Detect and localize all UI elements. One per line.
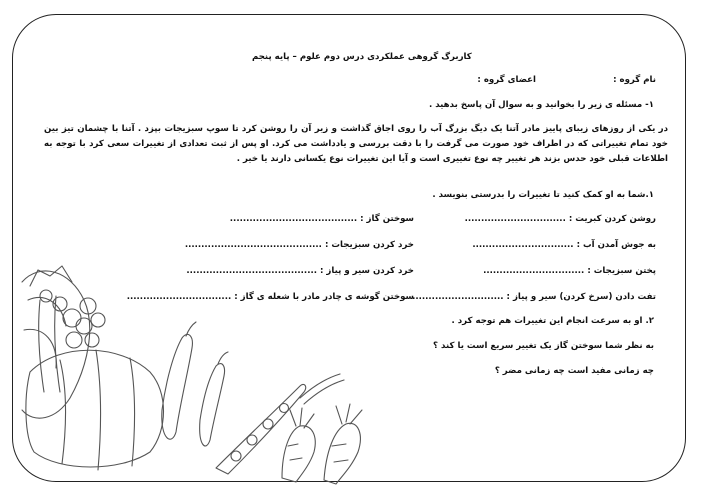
peppers	[162, 322, 228, 446]
group-members-label: اعضای گروه :	[477, 75, 536, 85]
change-row	[483, 266, 656, 276]
question-2b: چه زمانی مفید است چه زمانی مضر ؟	[494, 366, 654, 376]
change-label: روشن کردن کبریت :	[568, 214, 656, 224]
change-row	[412, 292, 656, 302]
question-2: ۲. او به سرعت انجام این تغییرات هم توجه کرد .	[451, 316, 654, 326]
change-row	[185, 240, 414, 250]
story-paragraph: در یکی از روزهای زیبای پاییز مادر آتنا یک دیگ بزرگ آب را روی اجاق گذاشت و زیر آن را روشن کرد تا سوپ سبزیجات بپزد . آتنا با چشمان تیز بین خود تمام تغییراتی که در اطراف خود صورت می گرفت را با دقت بررسی و یادداشت می کرد. او پس از ثبت تعدادی از تغییرات سعی کرد با توجه به اطلاعات قبلی خود حدس بزند هر تغییر چه نوع تغییری است و آیا این تغییرات نوع یکسانی دارند یا خیر .	[44, 124, 668, 164]
answer-line[interactable]: ...............................	[483, 266, 585, 276]
squash	[26, 350, 164, 470]
carrots	[282, 404, 362, 484]
change-label: به جوش آمدن آب :	[576, 240, 656, 250]
answer-line[interactable]: ................................	[126, 292, 232, 302]
instruction-1: ۱.شما به او کمک کنید تا تغییرات را بدرستی بنویسد .	[432, 190, 654, 200]
beans	[300, 374, 344, 404]
group-name-label: نام گروه :	[613, 75, 656, 85]
change-row	[230, 214, 414, 224]
answer-line[interactable]: ..........................................	[184, 240, 322, 250]
change-label: خرد کردن سیر و پیاز :	[320, 266, 414, 276]
change-label: تفت دادن (سرخ کردن) سیر و پیاز :	[506, 292, 656, 302]
change-row	[127, 292, 414, 302]
worksheet-title: کاربرگ گروهی عملکردی درس دوم علوم – پایه پنجم	[252, 52, 472, 62]
answer-line[interactable]: ...............................	[464, 214, 566, 224]
change-label: سوختن گوشه ی چادر مادر با شعله ی گاز :	[234, 292, 414, 302]
change-label: پختن سبزیجات :	[587, 266, 656, 276]
change-label: سوختن گاز :	[360, 214, 414, 224]
change-row	[472, 240, 656, 250]
leafy-greens	[22, 266, 90, 418]
answer-line[interactable]: ............................	[412, 292, 504, 302]
answer-line[interactable]: ........................................	[186, 266, 317, 276]
question-1: ۱- مسئله ی زیر را بخوانید و به سوال آن پاسخ بدهید .	[428, 100, 654, 110]
answer-line[interactable]: ...............................	[472, 240, 574, 250]
change-row	[186, 266, 414, 276]
question-2a: به نظر شما سوختن گاز یک تغییر سریع است یا کند ؟	[433, 341, 654, 351]
change-label: خرد کردن سبزیجات :	[324, 240, 414, 250]
answer-line[interactable]: .......................................	[229, 214, 358, 224]
pea-pod	[216, 384, 306, 474]
change-row	[465, 214, 656, 224]
